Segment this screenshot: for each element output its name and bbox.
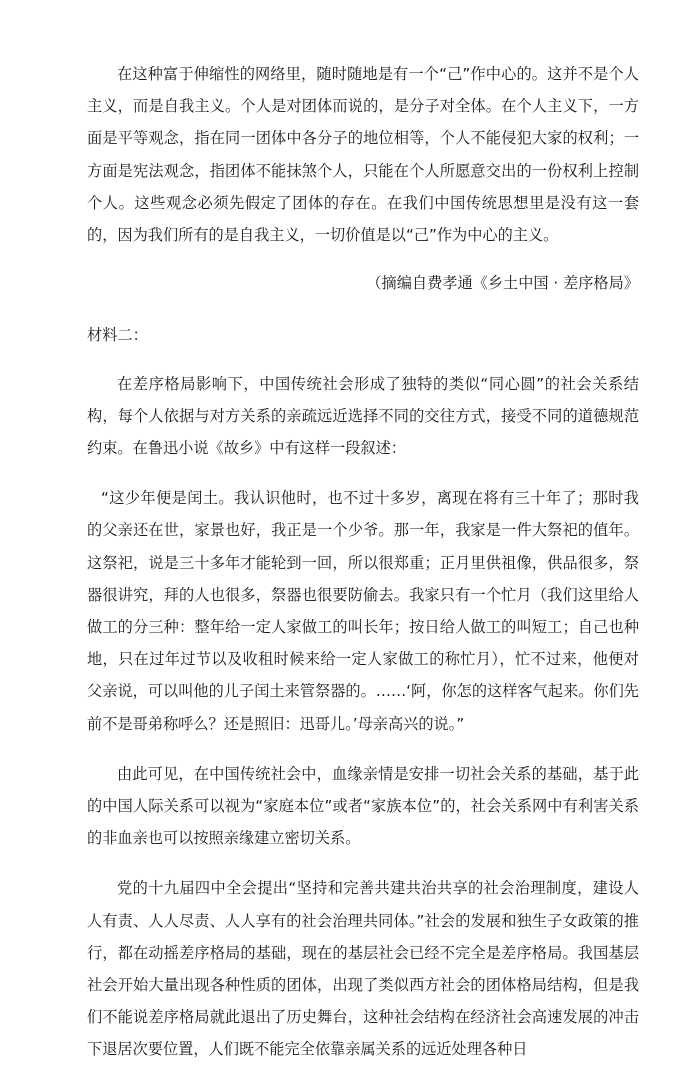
- material-two-label: 材料二：: [87, 326, 148, 345]
- paragraph-concentric-structure: 在差序格局影响下，中国传统社会形成了独特的类似“同心圆”的社会关系结构，每个人依据与对方关系的亲疏远近选择不同的交往方式，接受不同的道德规范约束。在鲁迅小说《故乡》中有这样一段叙述：: [87, 374, 639, 458]
- paragraph-kinship-basis: 由此可见，在中国传统社会中，血缘亲情是安排一切社会关系的基础，基于此的中国人际关系可以视为“家庭本位”或者“家族本位”的，社会关系网中有利害关系的非血亲也可以按照亲缘建立密切关系。: [87, 764, 639, 848]
- source-citation: （摘编自费孝通《乡土中国 · 差序格局》: [366, 274, 639, 293]
- quoted-passage-hometown: “这少年便是闰土。我认识他时，也不过十多岁，离现在将有三十年了；那时我的父亲还在世，家景也好，我正是一个少爷。那一年，我家是一件大祭祀的值年。这祭祀，说是三十多年才能轮到一回，所以很郑重；正月里供祖像，供品很多，祭器很讲究，拜的人也很多，祭器也很要防偷去。我家只有一个忙月（我们这里给人做工的分三种：整年给一定人家做工的叫长年；按日给人做工的叫短工；自己也种地，只在过年过节以及收租时候来给一定人家做工的称忙月），忙不过来，他便对父亲说，可以叫他的儿子闰土来管祭器的。……‘阿，你怎的这样客气起来。你们先前不是哥弟称呼么？还是照旧：迅哥儿。’母亲高兴的说。”: [87, 489, 639, 733]
- paragraph-grassroots-society: 党的十九届四中全会提出“坚持和完善共建共治共享的社会治理制度，建设人人有责、人人尽责、人人享有的社会治理共同体。”社会的发展和独生子女政策的推行，都在动摇差序格局的基础，现在的基层社会已经不完全是差序格局。我国基层社会开始大量出现各种性质的团体，出现了类似西方社会的团体格局结构，但是我们不能说差序格局就此退出了历史舞台，这种社会结构在经济社会高速发展的冲击下退居次要位置，人们既不能完全依靠亲属关系的远近处理各种日: [87, 879, 639, 1059]
- document-page: [87, 58, 639, 1066]
- paragraph-self-centrism: 在这种富于伸缩性的网络里，随时随地是有一个“己”作中心的。这并不是个人主义，而是自我主义。个人是对团体而说的，是分子对全体。在个人主义下，一方面是平等观念，指在同一团体中各分子的地位相等，个人不能侵犯大家的权利；一方面是宪法观念，指团体不能抹煞个人，只能在个人所愿意交出的一份权利上控制个人。这些观念必须先假定了团体的存在。在我们中国传统思想里是没有这一套的，因为我们所有的是自我主义，一切价值是以“己”作为中心的主义。: [87, 65, 639, 245]
